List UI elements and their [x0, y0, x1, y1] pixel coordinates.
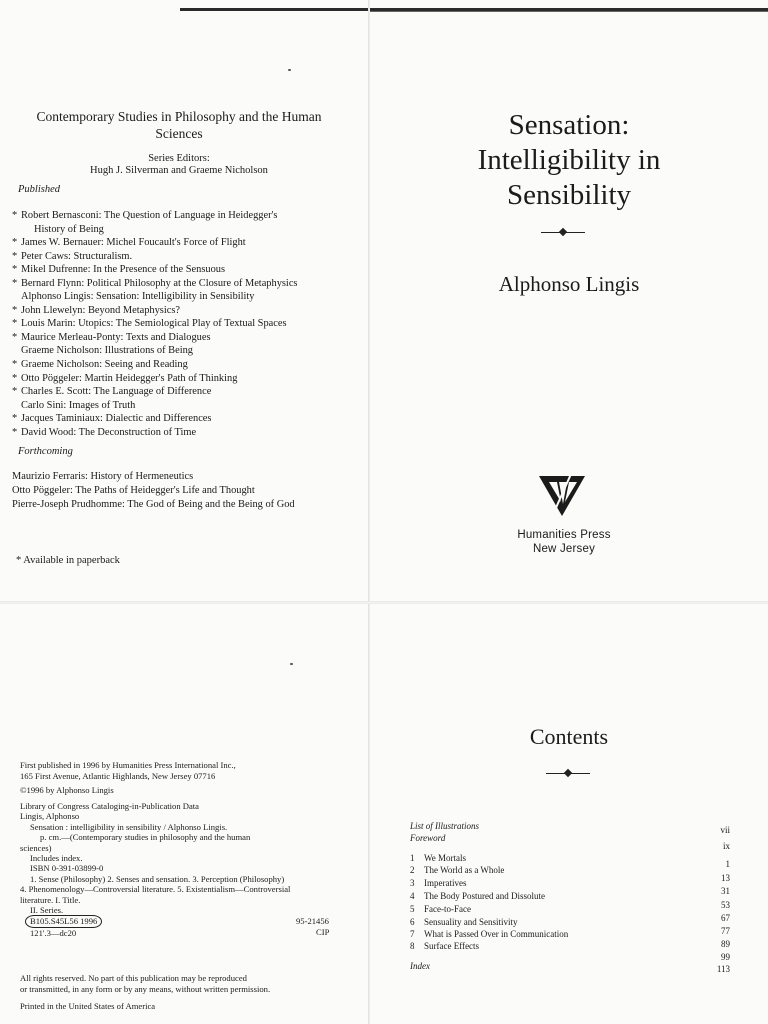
cip-index: Includes index. [30, 853, 83, 864]
series-editors-label: Series Editors: [148, 153, 210, 164]
series-title: Contemporary Studies in Philosophy and the Human Sciences [36, 109, 322, 141]
cip-tag: CIP [316, 927, 330, 937]
series-editors-names: Hugh J. Silverman and Graeme Nicholson [90, 165, 268, 176]
contents-page: Contents List of Illustrations vii Foreword ix 1 We Mortals 1 2 The World as a Whole 13 3 Imperatives 31 4 The Body Postured and Dissolute 53 5 Face-to-Face 67 6 Sensuality and Sensitivity 77 7 What is Passed Over in Communication 89 8 Surface Effects 99 Index 113 [410, 724, 730, 974]
list-item: Carlo Sini: Images of Truth [21, 399, 136, 411]
published-heading: Published [18, 184, 60, 195]
scan-speck [290, 663, 293, 665]
list-item: Otto Pöggeler: The Paths of Heidegger's Life and Thought [12, 485, 255, 496]
title-page [369, 0, 768, 603]
list-item: * Peter Caws: Structuralism. [12, 250, 133, 262]
list-item: * John Llewelyn: Beyond Metaphysics? [12, 304, 181, 316]
list-item: Graeme Nicholson: Illustrations of Being [21, 345, 193, 357]
list-item: * Maurice Merleau-Ponty: Texts and Dialogues [12, 331, 211, 343]
book-title-line: Sensation: [508, 109, 630, 141]
cip-series: p. cm.—(Contemporary studies in philosophy and the human [40, 832, 251, 843]
list-item: Maurizio Ferraris: History of Hermeneutics [12, 471, 194, 482]
cip-data [20, 801, 290, 938]
series-page [0, 0, 369, 603]
cip-series-entry: II. Series. [30, 905, 64, 916]
list-item: * Charles E. Scott: The Language of Difference [12, 386, 212, 398]
book-title [409, 108, 729, 213]
publisher-location: New Jersey [532, 543, 596, 555]
cip-author: Lingis, Alphonso [20, 811, 80, 822]
publisher-imprint [469, 528, 659, 556]
book-title-line: Sensibility [506, 179, 632, 211]
printed-statement: Printed in the United States of America [20, 1001, 156, 1011]
list-item: Pierre-Joseph Prudhomme: The God of Being and the Being of God [12, 499, 295, 510]
publisher-logo [537, 470, 587, 520]
rights-statement: All rights reserved. No part of this publication may be reproduced or transmitted, in any form or by any means, without written permission. [20, 973, 271, 994]
list-item: * Otto Pöggeler: Martin Heidegger's Path of Thinking [12, 372, 238, 384]
contents-heading: Contents [529, 724, 609, 749]
cip-call-number: B105.S45L56 1996 [20, 915, 290, 927]
book-title-line: Intelligibility in [477, 144, 661, 176]
list-item: * Louis Marin: Utopics: The Semiological Play of Textual Spaces [12, 318, 287, 330]
paperback-note: * Available in paperback [16, 555, 120, 566]
list-item: * Mikel Dufrenne: In the Presence of the Sensuous [12, 264, 226, 276]
copyright-notice: ©1996 by Alphonso Lingis [20, 785, 114, 795]
cip-subjects-cont: 4. Phenomenology—Controversial literature. 5. Existentialism—Controversial [20, 884, 291, 895]
first-published-statement: First published in 1996 by Humanities Press International Inc., 165 First Avenue, Atlantic Highlands, New Jersey 07716 [20, 760, 236, 781]
list-item: * Bernard Flynn: Political Philosophy at the Closure of Metaphysics [12, 277, 298, 289]
cip-lccn: 95-21456 [296, 916, 329, 926]
list-item: Alphonso Lingis: Sensation: Intelligibility in Sensibility [21, 291, 255, 303]
cip-dewey: 121'.3—dc20 [30, 927, 77, 938]
published-list [12, 209, 362, 439]
cip-heading: Library of Congress Cataloging-in-Publication Data [20, 801, 199, 811]
list-item: * Robert Bernasconi: The Question of Language in Heidegger's [12, 210, 278, 221]
cip-entry: Sensation : intelligibility in sensibility / Alphonso Lingis. [30, 821, 228, 832]
list-item: * Graeme Nicholson: Seeing and Reading [12, 359, 188, 371]
author-name: Alphonso Lingis [498, 272, 640, 296]
forthcoming-list [12, 470, 362, 512]
cip-series-cont: sciences) [20, 842, 52, 853]
cip-subjects-cont: literature. I. Title. [20, 894, 81, 905]
publisher-name: Humanities Press [517, 529, 611, 541]
list-item: * Jacques Taminiaux: Dialectic and Differences [12, 413, 212, 425]
cip-isbn: ISBN 0-391-03899-0 [30, 863, 104, 874]
scan-speck [288, 69, 291, 71]
list-item: * James W. Bernauer: Michel Foucault's Force of Flight [12, 237, 246, 249]
list-item-continued: History of Being [34, 223, 104, 235]
forthcoming-heading: Forthcoming [18, 446, 73, 457]
list-item: * David Wood: The Deconstruction of Time [12, 426, 197, 438]
cip-subjects: 1. Sense (Philosophy) 2. Senses and sensation. 3. Perception (Philosophy) [30, 873, 285, 884]
